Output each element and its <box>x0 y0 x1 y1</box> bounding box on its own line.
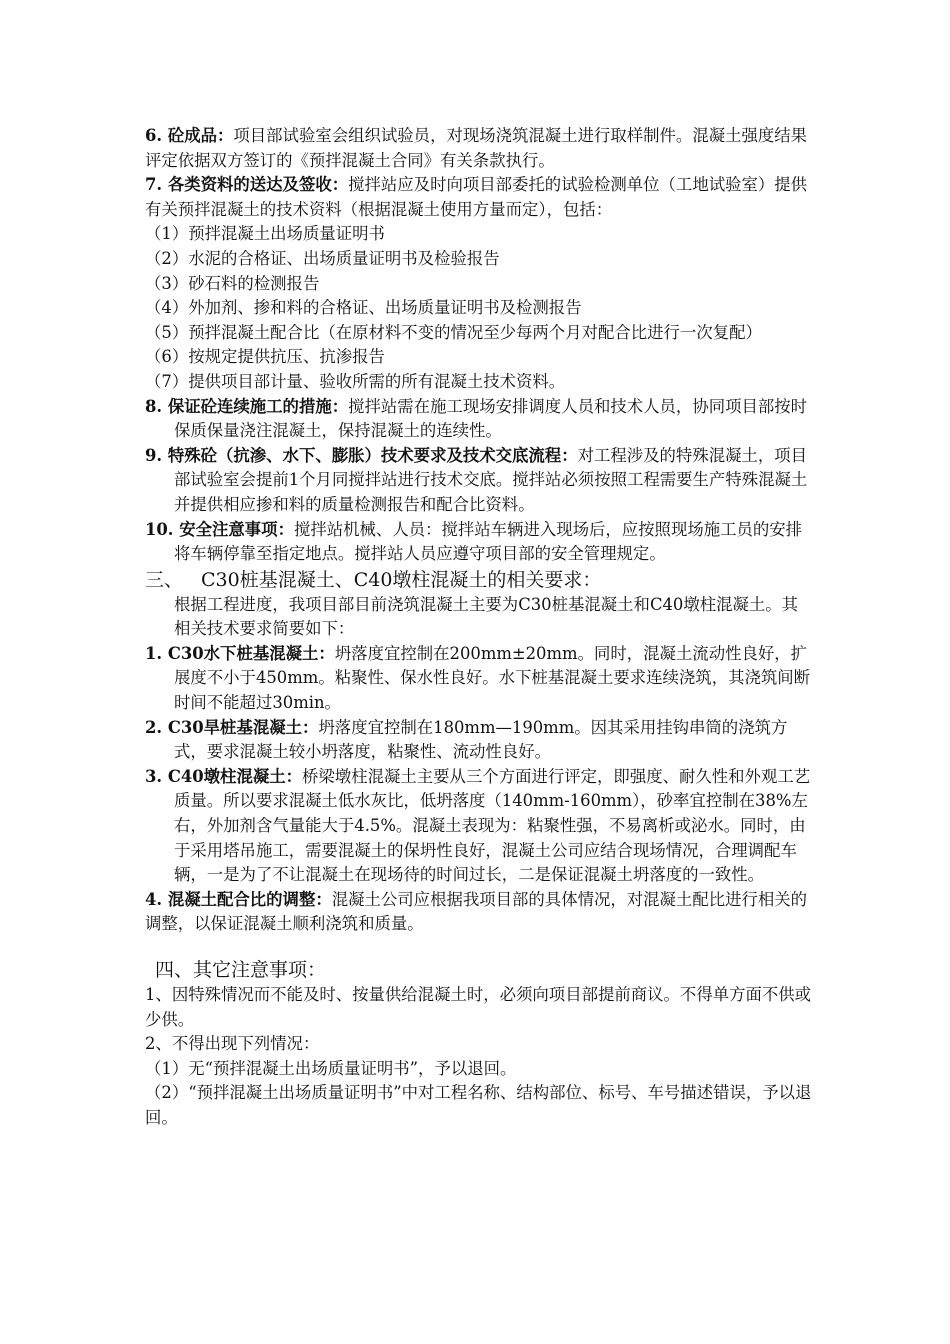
section-3-item-1 <box>145 642 813 716</box>
section-3-item-3-text: 桥梁墩柱混凝土主要从三个方面进行评定，即强度、耐久性和外观工艺质量。所以要求混凝土低水灰比，低坍落度（140mm-160mm），砂率宜控制在38%左右，外加剂含气量能大于4.5%。混凝土表现为：粘聚性强，不易离析或泌水。同时，由于采用塔吊施工，需要混凝土的保坍性良好，混凝土公司应结合现场情况，合理调配车辆，一是为了不让混凝土在现场待的时间过长，二是保证混凝土坍落度的一致性。 <box>174 766 811 885</box>
section-6 <box>145 124 813 173</box>
section-6-label: 6. 砼成品： <box>145 126 234 145</box>
section-3-item-1-label: 1. C30水下桩基混凝土： <box>145 643 335 663</box>
section-7-item-2: （2）水泥的合格证、出场质量证明书及检验报告 <box>145 248 500 268</box>
section-8-text: 搅拌站需在施工现场安排调度人员和技术人员，协同项目部按时保质保量浇注混凝土，保持混凝土的连续性。 <box>174 396 808 441</box>
section-6-text: 项目部试验室会组织试验员，对现场浇筑混凝土进行取样制件。混凝土强度结果评定依据双方签订的《预拌混凝土合同》有关条款执行。 <box>145 126 808 170</box>
section-8-label: 8. 保证砼连续施工的措施： <box>145 396 349 416</box>
section-4-para-4: （2）“预拌混凝土出场质量证明书”中对工程名称、结构部位、标号、车号描述错误，予以退回。 <box>145 1083 812 1127</box>
section-4-para-2: 2、不得出现下列情况： <box>145 1034 320 1054</box>
section-8 <box>145 395 813 444</box>
section-7 <box>145 173 813 222</box>
section-3-item-2 <box>145 716 813 765</box>
section-9-label: 9. 特殊砼（抗渗、水下、膨胀）技术要求及技术交底流程： <box>145 445 578 465</box>
section-7-item-3: （3）砂石料的检测报告 <box>145 273 320 293</box>
section-9-text: 对工程涉及的特殊混凝土，项目部试验室会提前1个月同搅拌站进行技术交底。搅拌站必须按照工程需要生产特殊混凝土并提供相应掺和料的质量检测报告和配合比资料。 <box>174 445 808 514</box>
section-3-intro: 根据工程进度，我项目部目前浇筑混凝土主要为C30桩基混凝土和C40墩柱混凝土。其相关技术要求简要如下： <box>174 594 799 639</box>
section-3-item-3 <box>145 765 813 888</box>
section-4-para-3: （1）无“预拌混凝土出场质量证明书”，予以退回。 <box>145 1058 517 1078</box>
section-10-text: 搅拌站机械、人员：搅拌站车辆进入现场后，应按照现场施工员的安排将车辆停靠至指定地点。搅拌站人员应遵守项目部的安全管理规定。 <box>174 519 803 564</box>
section-9 <box>145 444 813 518</box>
section-7-item-6: （6）按规定提供抗压、抗渗报告 <box>145 347 385 367</box>
section-3-item-3-label: 3. C40墩柱混凝土： <box>145 766 303 786</box>
section-7-item-5: （5）预拌混凝土配合比（在原材料不变的情况至少每两个月对配合比进行一次复配） <box>145 322 762 342</box>
section-7-text: 搅拌站应及时向项目部委托的试验检测单位（工地试验室）提供有关预拌混凝土的技术资料（根据混凝土使用方量而定），包括： <box>145 175 808 219</box>
section-3-item-2-text: 坍落度宜控制在180mm—190mm。因其采用挂钩串筒的浇筑方式，要求混凝土较小坍落度，粘聚性、流动性良好。 <box>174 717 788 762</box>
section-4-para-1: 1、因特殊情况而不能及时、按量供给混凝土时，必须向项目部提前商议。不得单方面不供或少供。 <box>145 985 812 1029</box>
section-7-item-7: （7）提供项目部计量、验收所需的所有混凝土技术资料。 <box>145 371 566 391</box>
section-3-item-4-label: 4. 混凝土配合比的调整： <box>145 889 332 909</box>
section-3-item-4 <box>145 888 813 937</box>
section-7-item-4: （4）外加剂、掺和料的合格证、出场质量证明书及检测报告 <box>145 298 582 318</box>
section-3-item-1-text: 坍落度宜控制在200mm±20mm。同时，混凝土流动性良好，扩展度不小于450mm。粘聚性、保水性良好。水下桩基混凝土要求连续浇筑，其浇筑间断时间不能超过30min。 <box>174 643 811 713</box>
section-3-number: 三、 <box>145 568 184 591</box>
document-body <box>145 124 813 1131</box>
section-3-item-4-text: 混凝土公司应根据我项目部的具体情况，对混凝土配比进行相关的调整，以保证混凝土顺利浇筑和质量。 <box>145 889 808 934</box>
section-7-label: 7. 各类资料的送达及签收： <box>145 175 349 195</box>
section-10-label: 10. 安全注意事项： <box>145 519 294 539</box>
section-3-item-2-label: 2. C30旱桩基混凝土： <box>145 717 319 737</box>
section-10 <box>145 518 813 567</box>
section-3-heading <box>145 567 813 593</box>
section-4-heading: 四、其它注意事项： <box>155 959 327 981</box>
section-7-item-1: （1）预拌混凝土出场质量证明书 <box>145 224 385 244</box>
section-3-title: C30桩基混凝土、C40墩柱混凝土的相关要求： <box>201 568 602 591</box>
